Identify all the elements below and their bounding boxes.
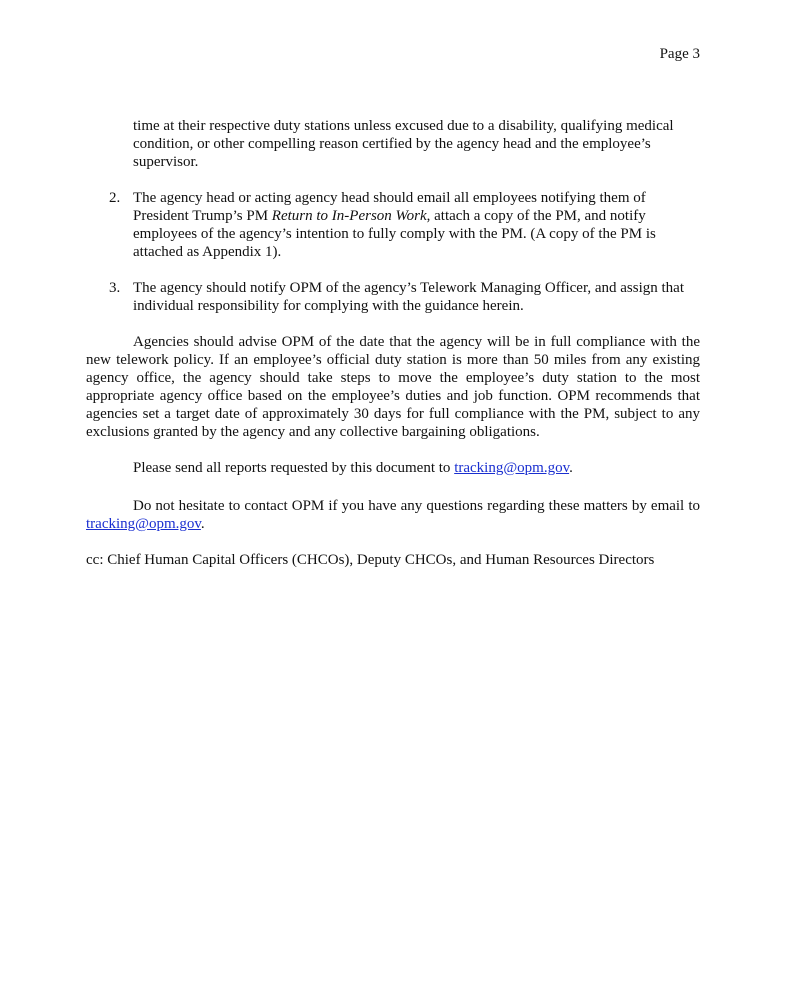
list-item-continuation: time at their respective duty stations unless excused due to a disability, qualifying medical condition, or other compelling reason certified by the agency head and the employee’s supervisor. bbox=[133, 118, 674, 170]
paragraph-punctuation: . bbox=[200, 516, 205, 532]
paragraph-text: Please send all reports requested by this document to bbox=[133, 460, 455, 476]
memo-title-italic: Return to In-Person Work bbox=[271, 208, 427, 224]
paragraph-compliance: Agencies should advise OPM of the date that the agency will be in full compliance with the new telework policy. If an employee’s official duty station is more than 50 miles from any existing agency office, the agency should take steps to move the employee’s duty station to the most appropriate agency office based on the employee’s duties and job function. OPM recommends that agencies set a target date of approximately 30 days for full compliance with the PM, subject to any exclusions granted by the agency and any collective bargaining obligations. bbox=[86, 334, 700, 440]
list-item-number: 3. bbox=[109, 280, 121, 296]
paragraph-contact bbox=[86, 497, 700, 533]
list-item-text: The agency should notify OPM of the agency’s Telework Managing Officer, and assign that individual responsibility for complying with the guidance herein. bbox=[133, 280, 684, 314]
paragraph-text: Do not hesitate to contact OPM if you have any questions regarding these matters by email to bbox=[133, 498, 700, 514]
cc-line: cc: Chief Human Capital Officers (CHCOs), Deputy CHCOs, and Human Resources Directors bbox=[86, 552, 655, 568]
list-item-number: 2. bbox=[109, 190, 121, 206]
email-link[interactable]: tracking@opm.gov bbox=[454, 460, 570, 476]
list-item-text-after: , attach a copy of the PM, and notify employees of the agency’s intention to fully comply with the PM. (A copy of the PM is attached as Appendix 1). bbox=[133, 208, 656, 260]
paragraph-send-reports bbox=[86, 459, 700, 477]
email-link[interactable]: tracking@opm.gov bbox=[86, 516, 201, 532]
page-number: Page 3 bbox=[659, 46, 700, 62]
paragraph-punctuation: . bbox=[569, 460, 573, 476]
list-item-text-before: The agency head or acting agency head should email all employees notifying them of President Trump’s PM bbox=[133, 190, 646, 224]
list-item-3 bbox=[109, 279, 699, 315]
list-item-text bbox=[133, 189, 699, 261]
list-item-2 bbox=[109, 189, 699, 261]
